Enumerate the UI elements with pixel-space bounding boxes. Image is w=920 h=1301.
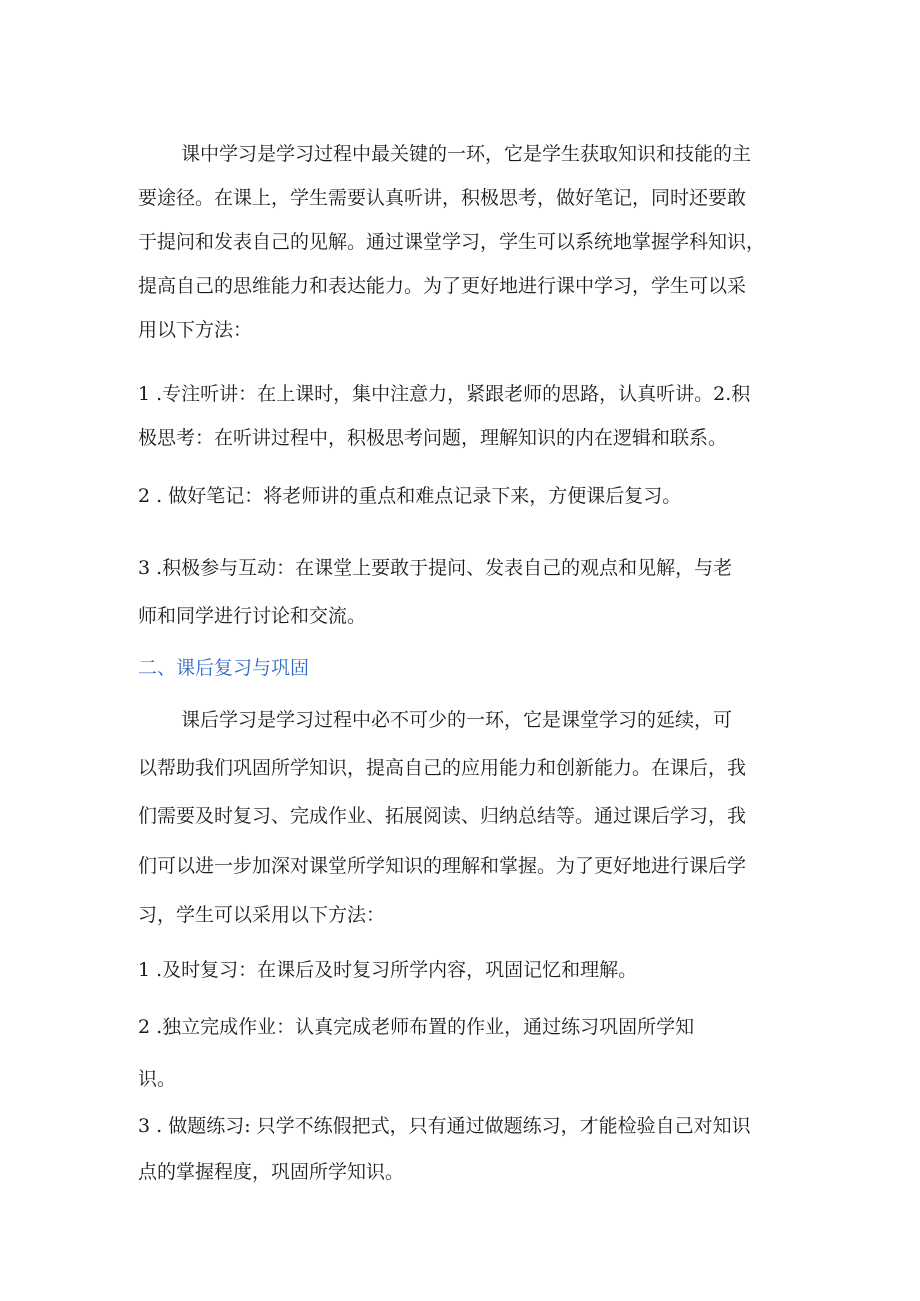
text-line: 们需要及时复习、完成作业、拓展阅读、归纳总结等。通过课后学习，我 bbox=[138, 805, 747, 827]
text-line: 识。 bbox=[138, 1068, 177, 1090]
text-line: 3 . 做题练习: 只学不练假把式，只有通过做题练习，才能检验自己对知识 bbox=[138, 1115, 751, 1137]
text-line: 1 .专注听讲：在上课时，集中注意力，紧跟老师的思路，认真听讲。2.积 bbox=[138, 383, 751, 405]
text-line: 以帮助我们巩固所学知识，提高自己的应用能力和创新能力。在课后，我 bbox=[138, 757, 747, 779]
text-line: 1 .及时复习：在课后及时复习所学内容，巩固记忆和理解。 bbox=[138, 959, 638, 981]
text-line: 2 .独立完成作业：认真完成老师布置的作业，通过练习巩固所学知 bbox=[138, 1016, 695, 1038]
text-line: 3 .积极参与互动：在课堂上要敢于提问、发表自己的观点和见解，与老 bbox=[138, 557, 733, 579]
text-line: 提高自己的思维能力和表达能力。为了更好地进行课中学习，学生可以采 bbox=[138, 275, 747, 297]
text-line: 要途径。在课上，学生需要认真听讲，积极思考，做好笔记，同时还要敢 bbox=[138, 187, 747, 209]
text-line: 点的掌握程度，巩固所学知识。 bbox=[138, 1161, 405, 1183]
text-line: 用以下方法： bbox=[138, 319, 253, 341]
text-line: 们可以进一步加深对课堂所学知识的理解和掌握。为了更好地进行课后学 bbox=[138, 855, 747, 877]
text-line: 习，学生可以采用以下方法： bbox=[138, 904, 386, 926]
text-line: 课中学习是学习过程中最关键的一环，它是学生获取知识和技能的主 bbox=[181, 143, 752, 165]
section-heading: 二、课后复习与巩固 bbox=[138, 657, 310, 679]
text-line: 于提问和发表自己的见解。通过课堂学习，学生可以系统地掌握学科知识， bbox=[138, 231, 766, 253]
text-line: 极思考：在听讲过程中，积极思考问题，理解知识的内在逻辑和联系。 bbox=[138, 427, 728, 449]
text-line: 师和同学进行讨论和交流。 bbox=[138, 605, 367, 627]
text-line: 2 . 做好笔记：将老师讲的重点和难点记录下来，方便课后复习。 bbox=[138, 485, 682, 507]
text-line: 课后学习是学习过程中必不可少的一环，它是课堂学习的延续，可 bbox=[181, 709, 733, 731]
